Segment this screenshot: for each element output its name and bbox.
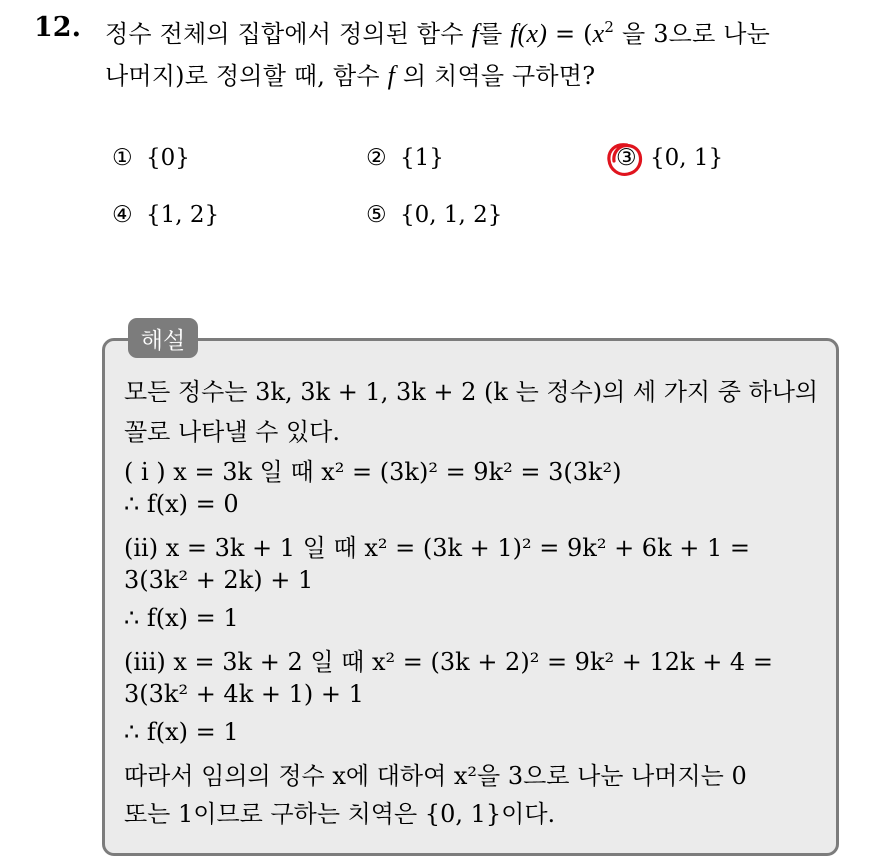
solution-line: 3(3k² + 4k + 1) + 1 bbox=[124, 680, 364, 708]
question-line-2 bbox=[105, 56, 595, 91]
solution-line: ∴ f(x) = 1 bbox=[124, 718, 239, 746]
function-symbol: f bbox=[387, 61, 395, 90]
choice-text: {0, 1} bbox=[650, 145, 724, 171]
answer-circle-mark bbox=[605, 141, 645, 179]
solution-line: ∴ f(x) = 0 bbox=[124, 490, 239, 518]
choice-text: {1} bbox=[400, 145, 444, 171]
solution-line: 따라서 임의의 정수 x에 대하여 x²을 3으로 나눈 나머지는 0 bbox=[124, 762, 747, 790]
solution-line: 또는 1이므로 구하는 치역은 {0, 1}이다. bbox=[124, 800, 556, 828]
choice-4[interactable] bbox=[112, 202, 219, 228]
function-symbol: f bbox=[471, 19, 479, 48]
solution-line: 모든 정수는 3k, 3k + 1, 3k + 2 (k 는 정수)의 세 가지 중 하나의 bbox=[124, 378, 819, 406]
question-text: 나머지)로 정의할 때, 함수 bbox=[105, 62, 380, 90]
choice-marker: ⑤ bbox=[366, 202, 387, 228]
question-text: = ( bbox=[554, 20, 593, 48]
question-number: 12. bbox=[34, 12, 81, 43]
solution-line: ( i ) x = 3k 일 때 x² = (3k)² = 9k² = 3(3k²) bbox=[124, 458, 622, 486]
choice-1[interactable] bbox=[112, 145, 190, 171]
question-line-1 bbox=[105, 14, 770, 49]
choice-2[interactable] bbox=[366, 145, 444, 171]
choice-text: {0, 1, 2} bbox=[400, 202, 503, 228]
choice-text: {1, 2} bbox=[146, 202, 220, 228]
solution-line: 3(3k² + 2k) + 1 bbox=[124, 566, 314, 594]
question-text: 를 bbox=[478, 20, 503, 48]
solution-tag: 해설 bbox=[128, 318, 198, 358]
choice-marker: ① bbox=[112, 145, 133, 171]
exponent: 2 bbox=[604, 18, 615, 36]
solution-line: (ii) x = 3k + 1 일 때 x² = (3k + 1)² = 9k² + 6k + 1 = bbox=[124, 534, 750, 562]
choice-marker: ② bbox=[366, 145, 387, 171]
solution-line: 꼴로 나타낼 수 있다. bbox=[124, 418, 340, 446]
question-text: 의 치역을 구하면? bbox=[402, 62, 596, 90]
solution-line: ∴ f(x) = 1 bbox=[124, 604, 239, 632]
variable-x: x bbox=[592, 19, 605, 48]
choice-5[interactable] bbox=[366, 202, 502, 228]
choice-text: {0} bbox=[146, 145, 190, 171]
choice-marker: ④ bbox=[112, 202, 133, 228]
question-text: 정수 전체의 집합에서 정의된 함수 bbox=[105, 20, 464, 48]
question-text: 을 3으로 나눈 bbox=[622, 20, 771, 48]
solution-line: (iii) x = 3k + 2 일 때 x² = (3k + 2)² = 9k² + 12k + 4 = bbox=[124, 648, 773, 676]
choice-marker: ③ bbox=[616, 145, 637, 171]
function-expression: f(x) bbox=[510, 19, 548, 48]
